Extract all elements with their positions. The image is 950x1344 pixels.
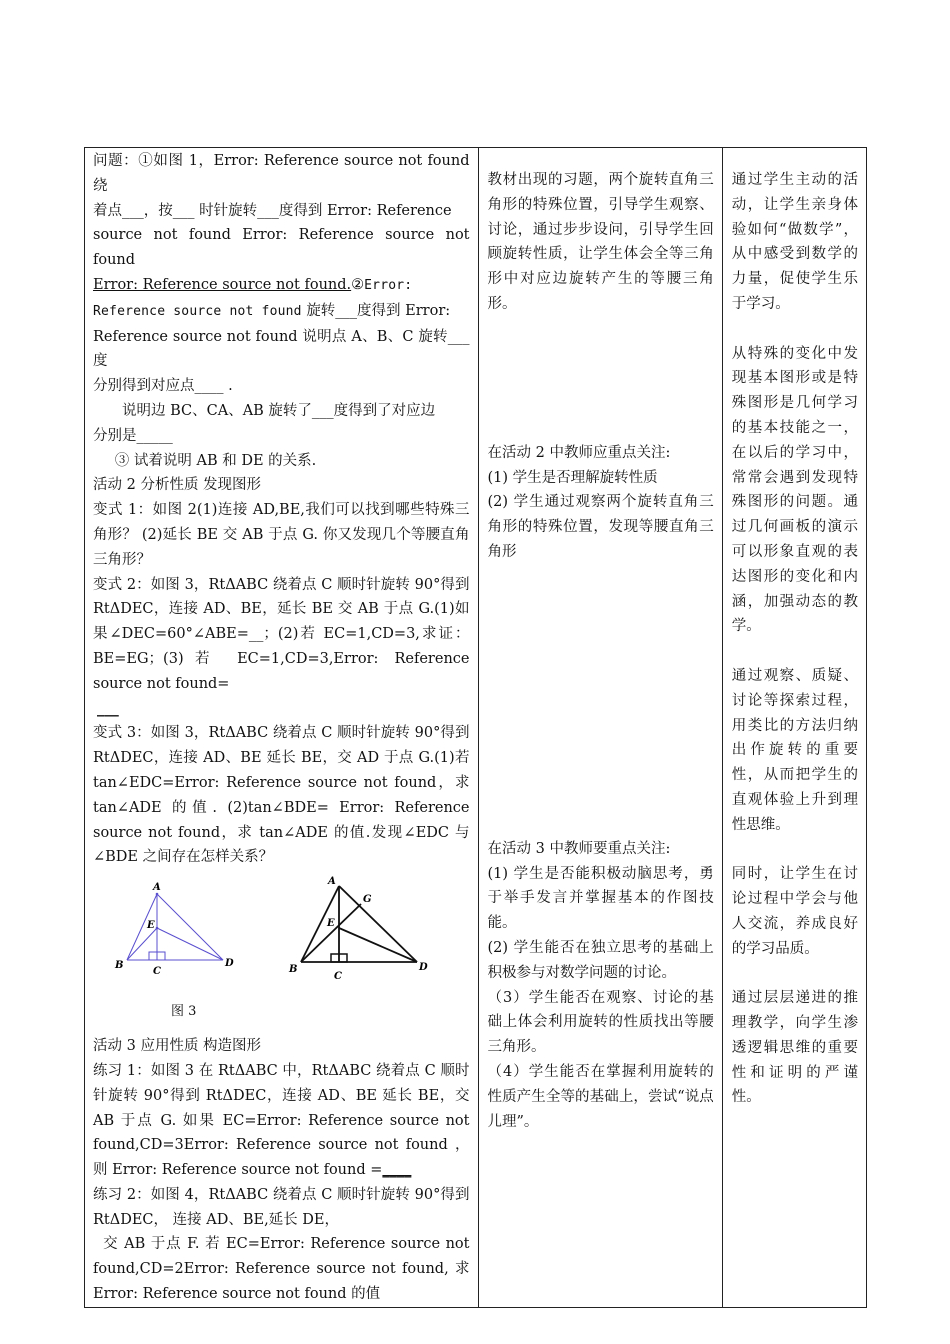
teacher-para-3-item-4: （4）学生能否在掌握利用旋转的性质产生全等的基础上，尝试“说点儿理”。 (487, 1063, 714, 1130)
problem-line-1: 问题：①如图 1，Error: Reference source not found 绕 (93, 153, 470, 194)
seg-ad (339, 886, 417, 962)
item-3: ③ 试着说明 AB 和 DE 的关系. (114, 452, 317, 469)
figure-3-row (93, 874, 470, 1034)
variant-1: 变式 1：如图 2(1)连接 AD,BE,我们可以找到哪些特殊三角形？ (2)延长 BE 交 AB 于点 G. 你又发现几个等腰直角三角形？ (93, 502, 470, 568)
teacher-para-3-title: 在活动 3 中教师要重点关注: (487, 840, 671, 857)
label-g: G (363, 894, 372, 906)
problem-line-3: source not found Error: Reference source not found (93, 227, 470, 269)
exercise-1-blank: ____ (382, 1161, 412, 1179)
teacher-para-3-item-2: (2) 学生能否在独立思考的基础上积极参与对数学问题的讨论。 (487, 939, 714, 981)
lesson-table (84, 147, 867, 1308)
exercise-1 (93, 1059, 470, 1183)
variant-2: 变式 2：如图 3，RtΔABC 绕着点 C 顺时针旋转 90°得到 RtΔDEC，连接 AD、BE，延长 BE 交 AB 于点 G.(1)如果∠DEC=60°∠ABE=__；(2)若 EC=1,CD=3,求证：BE=EG；(3)若 EC=1,CD=3,Error: Reference source not found= (93, 576, 470, 692)
problem-mono-error: Error: (364, 277, 413, 293)
label-d: D (225, 958, 234, 970)
seg-ed (157, 928, 223, 960)
spacer (732, 838, 858, 863)
figure-3-left (107, 880, 237, 980)
problem-line-2: 着点___，按___ 时针旋转___度得到 Error: Reference (93, 202, 452, 219)
problem-line-4 (93, 273, 470, 299)
label-c: C (153, 966, 161, 978)
seg-ed (339, 928, 417, 962)
problem-line-7: 分别得到对应点____ . (93, 378, 233, 395)
exercise-2: 练习 2：如图 4，RtΔABC 绕着点 C 顺时针旋转 90°得到 RtΔDEC， 连接 AD、BE,延长 DE， (93, 1186, 470, 1228)
teacher-para-2-item-1: (1) 学生是否理解旋转性质 (487, 469, 658, 486)
explain-line-2: 分别是_____ (93, 427, 173, 444)
figure-3-right-svg (279, 876, 439, 986)
problem-mono-suffix: 旋转___度得到 Error: (306, 302, 451, 319)
activity2-title: 活动 2 分析性质 发现图形 (93, 477, 262, 494)
figure-3-caption: 图 3 (171, 1004, 197, 1020)
seg-ad (157, 894, 223, 960)
teacher-para-2-item-2: (2) 学生通过观察两个旋转直角三角形的特殊位置，发现等腰直角三角形 (487, 494, 714, 560)
figure-3-left-svg (107, 880, 237, 980)
point-e (156, 927, 159, 930)
spacer (488, 317, 714, 441)
label-d: D (419, 962, 428, 974)
teacher-para-3-item-3: （3）学生能否在观察、讨论的基础上体会利用旋转的性质找出等腰三角形。 (487, 989, 714, 1056)
seg-be (127, 928, 157, 960)
activity3-title: 活动 3 应用性质 构造图形 (93, 1038, 262, 1055)
problem-line-6: Reference source not found 说明点 A、B、C 旋转___度 (93, 328, 470, 370)
teacher-para-1: 教材出现的习题，两个旋转直角三角形的特殊位置，引导学生观察、讨论，通过步步设问，引导学生回顾旋转性质，让学生体会全等三角形中对应边旋转产生的等腰三角形。 (487, 172, 714, 312)
variant-3: 变式 3：如图 3，RtΔABC 绕着点 C 顺时针旋转 90°得到 RtΔDEC，连接 AD、BE 延长 BE，交 AD 于点 G.(1)若 tan∠EDC=Error: Reference source not found，求 tan∠ADE 的值. (2)tan∠BDE= Error: Reference source not found，求 tan∠ADE 的值.发现∠EDC 与∠BDE 之间存在怎样关系？ (93, 725, 470, 866)
exercise-1-text: 练习 1：如图 3 在 RtΔABC 中，RtΔABC 绕着点 C 顺时针旋转 90°得到 RtΔDEC，连接 AD、BE 延长 BE，交 AB 于点 G. 如果 EC=Error: Reference source not found,CD=3Error: Reference source not found ，则 Error: Reference source not found = (93, 1062, 470, 1179)
point-a (156, 893, 159, 896)
spacer (732, 317, 858, 342)
label-e: E (147, 920, 155, 932)
label-c: C (334, 971, 342, 983)
intent-para-5: 通过层层递进的推理教学，向学生渗透逻辑思维的重要性和证明的严谨性。 (731, 990, 858, 1106)
problem-underlined-text: Error: Reference source not found. (93, 276, 352, 293)
label-b: B (289, 964, 298, 976)
label-e: E (327, 918, 335, 930)
figure-3-right (279, 876, 439, 986)
problem-mono-line: Reference source not found (93, 303, 302, 319)
label-a: A (328, 876, 336, 888)
label-b: B (115, 960, 124, 972)
teacher-para-2-title: 在活动 2 中教师应重点关注: (487, 444, 671, 461)
label-a: A (153, 882, 161, 894)
intent-para-4: 同时，让学生在讨论过程中学会与他人交流，养成良好的学习品质。 (731, 866, 858, 957)
exercise-2-cont: 交 AB 于点 F. 若 EC=Error: Reference source not found,CD=2Error: Reference source not found, 求 Error: Reference source not found 的值 (93, 1236, 470, 1303)
variant-2-blank: ___ (97, 699, 119, 717)
activity-content-cell (85, 148, 479, 1308)
design-intent-cell (722, 148, 866, 1308)
explain-line-1: 说明边 BC、CA、AB 旋转了___度得到了对应边 (122, 402, 436, 419)
teacher-para-3-item-1: (1) 学生是否能积极动脑思考，勇于举手发言并掌握基本的作图技能。 (487, 865, 714, 932)
teacher-focus-cell (478, 148, 722, 1308)
intent-para-3: 通过观察、质疑、讨论等探索过程，用类比的方法归纳出作旋转的重要性，从而把学生的直观体验上升到理性思维。 (731, 667, 858, 833)
problem-line-5 (93, 299, 470, 325)
intent-para-2: 从特殊的变化中发现基本图形或是特殊图形是几何学习的基本技能之一，在以后的学习中，常常会遇到发现特殊图形的问题。通过几何画板的演示可以形象直观的表达图形的变化和内涵，加强动态的教学。 (731, 345, 858, 635)
spacer (732, 962, 858, 987)
spacer (732, 639, 858, 664)
spacer (488, 565, 714, 837)
circled-two: ② (351, 276, 365, 293)
intent-para-1: 通过学生主动的活动，让学生亲身体验如何“做数学”，从中感受到数学的力量，促使学生乐于学习。 (731, 172, 858, 312)
